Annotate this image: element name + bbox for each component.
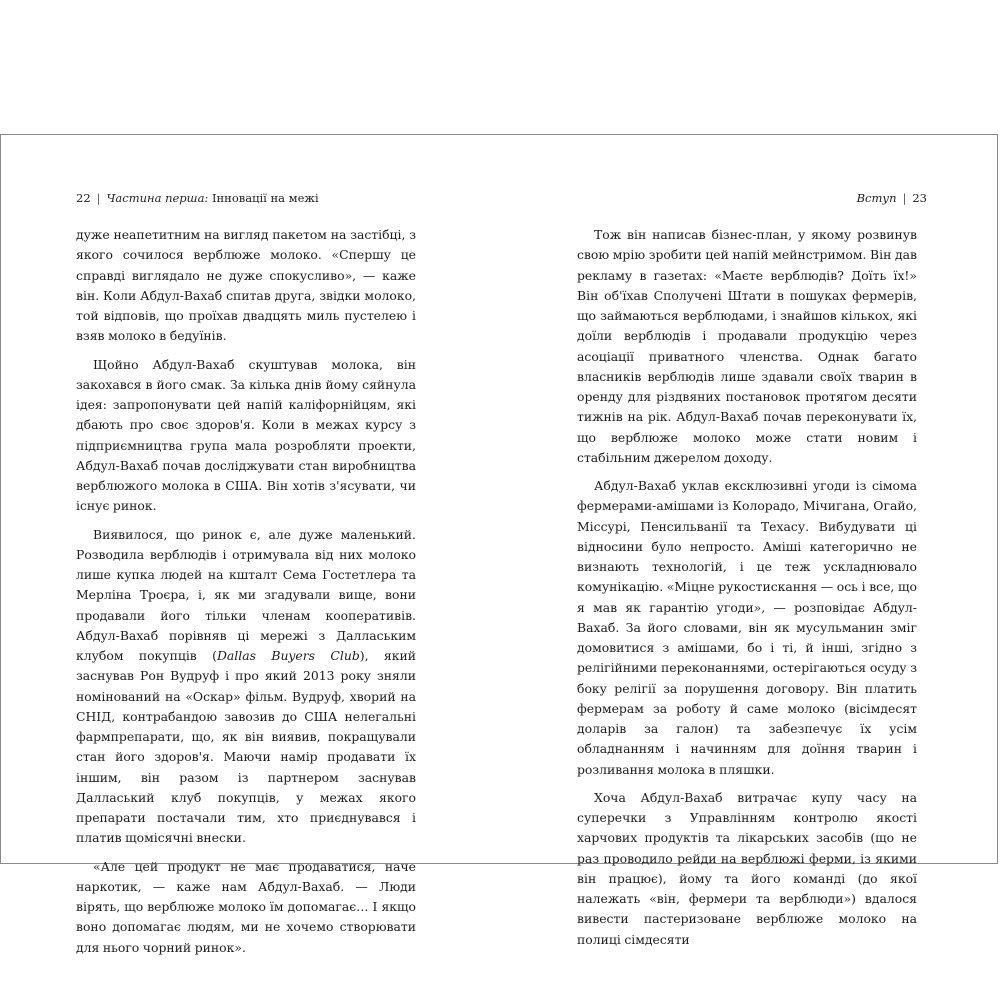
book-spread (0, 134, 998, 955)
paragraph-part: ), який заснував Рон Вудруф і про який 2013 року зняли номінований на «Оскар» фільм. Вудруф, хворий на СНІД, контрабандою завозив до США нелегальні фармпрепарати, що, як він виявив, покращували стан його здоров'я. Маючи намір продавати їх іншим, він разом із партнером заснував Далласький клуб покупців, у межах якого препарати постачали тим, хто приєднувався і платив щомісячні внески. (76, 648, 416, 846)
paragraph: дуже неапетитним на вигляд пакетом на застібці, з якого сочилося верблюже молоко. «Спершу це справді виглядало не дуже спокусливо», — каже він. Коли Абдул-Вахаб спитав друга, звідки молоко, той відповів, що проїхав двадцять миль пустелею і взяв молоко в бедуїнів. (76, 227, 416, 344)
right-page (500, 135, 999, 947)
paragraph: Тож він написав бізнес-план, у якому розвинув свою мрію зробити цей напій мейнстримом. Він дав рекламу в газетах: «Маєте верблюдів? Доїть їх!» Він об'їхав Сполучені Штати в пошуках фермерів, що займаються верблюдами, і знайшов кількох, які доїли верблюдів і продавали продукцію через асоціації приватного членства. Однак багато власників верблюдів лише здавали своїх тварин в оренду для різдвяних постановок протягом десяти тижнів на рік. Абдул-Вахаб почав переконувати їх, що верблюже молоко може стати новим і стабільним джерелом доходу. (577, 227, 917, 465)
page-number: 22 (76, 191, 91, 205)
film-title: Dallas Buyers Club (216, 648, 360, 663)
section-label: Частина перша: (106, 191, 209, 205)
paragraph: Щойно Абдул-Вахаб скуштував молока, він закохався в його смак. За кілька днів йому сяйнула ідея: запропонувати цей напій каліфорнійцям, які дбають про своє здоров'я. Коли в межах курсу з підприємництва група мала розробляти проекти, Абдул-Вахаб почав досліджувати стан виробництва верблюжого молока в США. Він хотів з'ясувати, чи існує ринок. (76, 356, 416, 514)
paragraph: «Але цей продукт не має продаватися, наче наркотик, — каже нам Абдул-Вахаб. — Люди вірять, що верблюже молоко їм допомагає… І якщо воно допомагає людям, ми не хочемо створювати для нього чорний ринок». (76, 858, 416, 955)
section-title: Інновації на межі (208, 191, 319, 205)
paragraph-part: Виявилося, що ринок є, але дуже маленький. Розводила верблюдів і отримувала від них молоко лише купка людей на кшталт Сема Гостетлера та Мерліна Троєра, і, як ми згадували вище, вони продавали його тільки членам кооперативів. Абдул-Вахаб порівняв ці мережі з Даллаським клубом покупців ( (76, 526, 416, 663)
left-running-head (76, 191, 319, 205)
right-running-head (857, 191, 927, 205)
separator: | (96, 191, 101, 205)
page-number: 23 (912, 191, 927, 205)
separator: | (902, 191, 907, 205)
paragraph: Абдул-Вахаб уклав ексклюзивні угоди із сімома фермерами-амішами із Колорадо, Мічигана, Огайо, Міссурі, Пенсильванії та Техасу. Вибудувати ці відносини було непросто. Аміші категорично не визнають технологій, і це теж ускладнювало комунікацію. «Міцне рукостискання — ось і все, що я мав як гарантію угоди», — розповідає Абдул-Вахаб. За його словами, він як мусульманин зміг домовитися з амішами, бо і ті, й інші, згідно з релігійними переконаннями, остерігаються осуду з боку релігії за порушення договору. Він платить фермерам за роботу й саме молоко (вісімдесят доларів за галон) та забезпечує їх усім обладнанням і начинням для доїння тварин і розливання молока в пляшки. (577, 478, 917, 777)
section-label: Вступ (856, 191, 897, 205)
paragraph: Хоча Абдул-Вахаб витрачає купу часу на суперечки з Управлінням контролю якості харчових продуктів та лікарських засобів (що не раз проводило рейди на верблюжі ферми, із якими він працює), йому та його команді (до якої належать «він, фермери та верблюди») вдалося вивести пастеризоване верблюже молоко на полиці сімдесяти (577, 789, 917, 947)
paragraph (76, 525, 416, 849)
left-page (1, 135, 500, 955)
left-body-text (76, 225, 416, 958)
right-body-text (577, 225, 917, 950)
